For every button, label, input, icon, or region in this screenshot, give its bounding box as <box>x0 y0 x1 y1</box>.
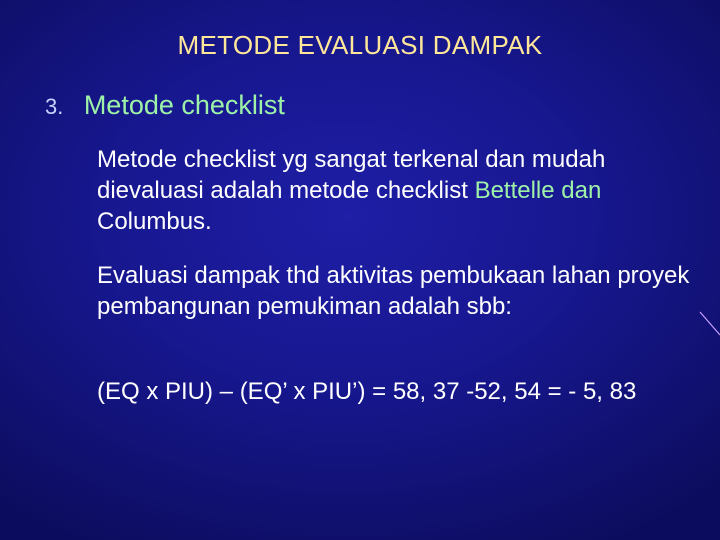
list-number: 3. <box>45 94 64 119</box>
highlight-text: Bettelle dan <box>474 177 602 204</box>
section-heading: Metode checklist <box>83 90 285 120</box>
paragraph-tail: Columbus. <box>97 208 212 235</box>
list-heading <box>45 90 285 121</box>
paragraph-formula: (EQ x PIU) – (EQ’ x PIU’) = 58, 37 -52, 54 = - 5, 83 <box>97 378 637 405</box>
slide-title: METODE EVALUASI DAMPAK <box>177 30 543 60</box>
paragraph-evaluation: Evaluasi dampak thd aktivitas pembukaan lahan proyek pembangunan pemukiman adalah sbb: <box>97 262 690 320</box>
paragraph-text: Metode checklist yg sangat terkenal dan mudah dievaluasi adalah metode checklist <box>97 146 606 204</box>
paragraph-checklist-description <box>97 144 712 237</box>
